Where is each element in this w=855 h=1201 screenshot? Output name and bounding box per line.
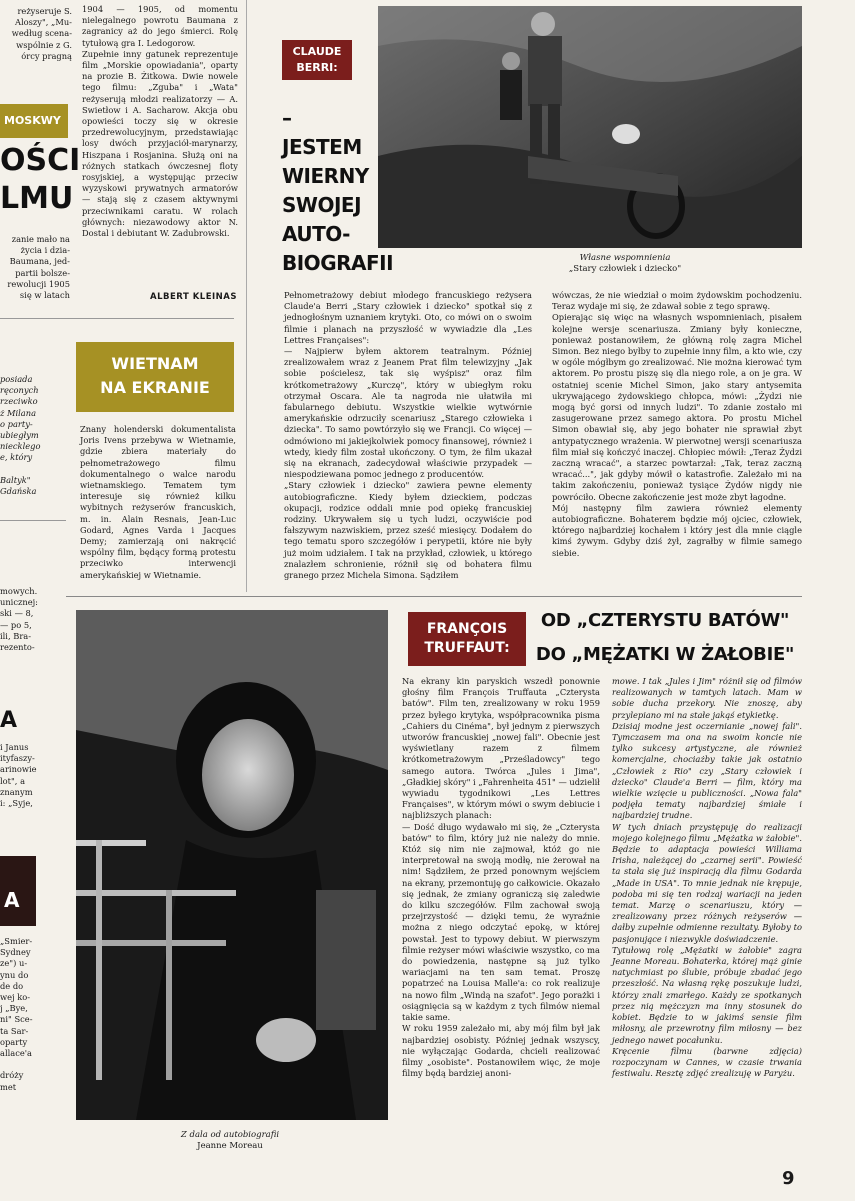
- moscow-article-signature: ALBERT KLEINAS: [150, 292, 237, 302]
- berri-caption-line1: Własne wspomnienia: [579, 253, 671, 263]
- left-strip-janus-text: i Janus ityfaszy- arinowie lot", a znanym i: „Syje,: [0, 742, 37, 809]
- berri-photo-caption: [520, 253, 730, 275]
- truffaut-column-2: mowe. I tak „Jules i Jim" różnił się od filmów realizowanych w tamtych latach. Mam w sobie ducha przekory. Nie znoszę, aby przylepiano mi na stałe jakąś etykietkę. Dzisiaj modne jest oczernianie „nowej fali". Tymczasem ma ona na swoim koncie nie tylko sukcesy artystyczne, ale również komercjalne, chociażby takie jak ostatnio „Człowiek z Rio" czy „Stary człowiek i dziecko" Claude'a Berri — film, który ma wielkie wzięcie u publiczności. „Nowa fala" podjęła tematy najbardziej śmiałe i najbardziej trudne. W tych dniach przystępuję do realizacji mojego kolejnego filmu „Mężatka w żałobie". Będzie to adaptacja powieści Williama Irisha, należącej do „czarnej serii". Powieść ta stała się już inspiracją dla filmu Godarda „Made in USA". To mnie jednak nie krępuje, podoba mi się ten rodzaj wariacji na jeden temat. Marzę o scenariuszu, który — zrealizowany przez różnych reżyserów — dałby zupełnie odmienne rezultaty. Byłoby to pasjonujące i niezwykle doświadczenie. Tytułową rolę „Mężatki w żałobie" zagra Jeanne Moreau. Bohaterka, której mąż ginie natychmiast po ślubie, próbuje zbadać jego przeszłość. Na własną rękę poszukuje ludzi, którzy znali zmarłego. Każdy ze spotkanych przez nią mężczyzn ma inny stosunek do kobiet. Będzie to w jakimś sensie film miłosny, ale przewrotny film miłosny — bez jednego nawet pocałunku. Kręcenie filmu (barwne zdjęcia) rozpoczynam w Cannes, w czasie trwania festiwalu. Resztę zdjęć zrealizuję w Paryżu.: [612, 676, 802, 1079]
- moreau-photo-caption: [140, 1130, 320, 1152]
- vertical-divider: [246, 0, 247, 592]
- left-strip-polish-text: posiada ręconych rzeciwko ż Milana o party- ubiegłym niecklego e, który Baltyk" Gdańska: [0, 374, 41, 497]
- moreau-photo: [76, 610, 388, 1120]
- section-divider: [66, 596, 802, 597]
- berri-column-2: wówczas, że nie wiedział o moim żydowskim pochodzeniu. Teraz wydaje mi się, że zdawał sobie z tego sprawę. Opierając się więc na własnych wspomnieniach, pisałem kolejne wersje scenariusza. Zmiany były konieczne, ponieważ postanowiłem, że główną rolę zagra Michel Simon. Bez niego byłby to zupełnie inny film, a kto wie, czy w ogóle mógłbym go zrealizować. Nie można kierować tym aktorem. Po prostu piszę się dla niego role, a on je gra. W ostatniej scenie Michel Simon, jako stary antysemita ukrywającego żydowskiego chłopca, mówi: „Żydzi nie mogą być gorsi od innych ludzi". To zdanie zostało mi zasugerowane przez samego aktora. Po prostu Michel Simon obawiał się, aby jego bohater nie sprawiał zbyt antypatycznego wrażenia. W pierwotnej wersji scenariusza film miał się kończyć inaczej. Chłopiec mówił: „Teraz Żydzi zaczną wracać", a starzec powtarzał: „Tak, teraz zaczną wracać...", jak gdyby mówił o katastrofie. Zależało mi na takim zakończeniu, ponieważ tysiące Żydów nigdy nie powróciło. Obecne zakończenie jest może zbyt łagodne. Mój następny film zawiera również elementy autobiograficzne. Bohaterem będzie mój ojciec, człowiek, którego najbardziej kochałem i który jest dla mnie ciągle kimś żywym. Gdyby dziś żył, zagrałby w filmie samego siebie.: [552, 290, 802, 558]
- left-letter-a2: A: [4, 888, 20, 912]
- berri-film-photo: [378, 6, 802, 248]
- left-divider-2: [0, 520, 66, 521]
- page-number: 9: [782, 1168, 795, 1189]
- left-strip-bottom-text: „Smier- Sydney ze") u- ynu do de do wej ko- j „Bye, ni" Sce- ta Sar- oparty allace'a dróży met: [0, 936, 33, 1092]
- truffaut-column-1: Na ekrany kin paryskich wszedł ponownie głośny film François Truffauta „Czterysta batów". Film ten, zrealizowany w roku 1959 przez byłego krytyka, współpracownika pisma „Cahiers du Cinéma", był jednym z pierwszych utworów francuskiej „nowej fali". Obecnie jest wyświetlany razem z filmem krótkometrażowym „Prześladowcy" tego samego autora. Twórca „Jules i Jima", „Gładkiej skóry" i „Fahrenheita 451" — udzielił wywiadu tygodnikowi „Les Lettres Françaises", w którym mówi o swym debiucie i najbliższych planach: — Dość długo wydawało mi się, że „Czterysta batów" to film, który już nie należy do mnie. Któż się nim nie zajmował, któż go nie interpretował na swoją modłę, nie żerował na nim! Sądziłem, że przed ponownym wejściem na ekrany, przemontuję go całkowicie. Okazało się jednak, że zmiany ograniczą się zaledwie do kilku szczegółów. Film zachował swoją przejrzystość — dzięki temu, że wyraźnie można z niego odczytać epokę, w której powstał. Jest to typowy debiut. W pierwszym filmie reżyser mówi właściwie wszystko, co ma do powiedzenia, następne są już tylko wariacjami na ten sam temat. Proszę popatrzeć na Louisa Malle'a: co rok realizuje na nowo film „Windą na szafot". Jego porażki i osiągnięcia są w każdym z tych filmów niemal takie same. W roku 1959 zależało mi, aby mój film był jak najbardziej osobisty. Później jednak wszyscy, nie wyłączając Godarda, chcieli realizować filmy „osobiste". Postanowiłem więc, że moje filmy będą bardziej anoni-: [402, 676, 600, 1079]
- vietnam-title-box: [76, 342, 234, 412]
- left-divider: [0, 318, 234, 319]
- moreau-caption-line2: Jeanne Moreau: [197, 1141, 263, 1151]
- moreau-photo-image: [76, 610, 388, 1120]
- vietnam-article-body: Znany holenderski dokumentalista Joris Ivens przebywa w Wietnamie, gdzie zbiera materiały do pełnometrażowego filmu dokumentalnego o walce narodu wietnamskiego. Tematem tym interesuje się również kilku wybitnych reżyserów francuskich, m. in. Alain Resnais, Jean-Luc Godard, Agnes Varda i Jacques Demy; zamierzają oni nakręcić wspólny film, będący formą protestu przeciwko interwencji amerykańskiej w Wietnamie.: [80, 424, 236, 580]
- left-strip-top-text: reżyseruje S. Aloszy", „Mu- według scena- wspólnie z G. órcy pragną: [11, 6, 72, 61]
- truffaut-headline-1: OD „CZTERYSTU BATÓW": [540, 610, 790, 631]
- left-big-headline-2: LMU: [0, 181, 74, 216]
- left-letter-a: A: [0, 708, 18, 733]
- berri-name-label: CLAUDE BERRI:: [282, 40, 352, 80]
- berri-column-1: Pełnometrażowy debiut młodego francuskiego reżysera Claude'a Berri „Stary człowiek i dziecko" spotkał się z jednogłośnym uznaniem krytyki. Oto, co mówi on o swoim filmie i planach na przyszłość w wywiadzie dla „Les Lettres Françaises": — Najpierw byłem aktorem teatralnym. Później zrealizowałem wraz z Jeanem Prat film telewizyjny „Jak sobie pościelesz, tak się wyśpisz" oraz film krótkometrażowy „Kurczę", który w ubiegłym roku otrzymał Oscara. Ale ta nagroda nie ułatwiła mi fabularnego debiutu. Wszystkie wielkie wytwórnie amerykańskie odrzuciły scenariusz „Starego człowieka i dziecka". To samo powtórzyło się we Francji. Co więcej — odmówiono mi jakiejkolwiek pomocy finansowej, również i wtedy, kiedy film został ukończony. O tym, że film ukazał się na ekranach, zadecydował właściwie przypadek — niespodziewana pomoc jednego z producentów. „Stary człowiek i dziecko" zawiera pewne elementy autobiograficzne. Kiedy byłem dzieckiem, podczas okupacji, rodzice oddali mnie pod opiekę francuskiej rodziny. Ukrywałem się u tych ludzi, oczywiście pod fałszywym nazwiskiem, przez sześć miesięcy. Dodałem do tego tematu sporo szczegółów i perypetii, które nie były już moim udziałem. I tak na przykład, człowiek, u którego znalazłem schronienie, różnił się od bohatera filmu granego przez Michela Simona. Sądziłem: [284, 290, 532, 581]
- truffaut-name-label: FRANÇOIS TRUFFAUT:: [408, 612, 526, 666]
- moskwy-label: MOSKWY: [0, 104, 68, 138]
- moreau-caption-line1: Z dala od autobiografii: [180, 1130, 280, 1140]
- vietnam-title-line2: NA EKRANIE: [100, 378, 210, 397]
- vietnam-title-line1: WIETNAM: [111, 354, 199, 373]
- moscow-article-body: 1904 — 1905, od momentu nielegalnego powrotu Baumana z zagranicy aż do jego śmierci. Rolę tytułową gra I. Ledogorow. Zupełnie inny gatunek reprezentuje film „Morskie opowiadania", oparty na prozie B. Żitkowa. Dwie nowele tego filmu: „Zguba" i „Wata" reżyserują młodzi realizatorzy — A. Swietłow i A. Sacharow. Akcja obu opowieści toczy się w okresie przedrewolucyjnym, przedstawiając losy dwóch przyjaciół-marynarzy, Hiszpana i Rosjanina. Służą oni na różnych statkach ówczesnej floty rosyjskiej, a występując przeciw wyzyskowi prywatnych armatorów — stają się z czasem aktywnymi przeciwnikami caratu. W rolach głównych: niezawodowy aktor N. Dostal i debiutant W. Zadubrowski.: [82, 4, 238, 239]
- berri-caption-line2: „Stary człowiek i dziecko": [568, 264, 682, 274]
- left-strip-mid-text: zanie mało na życia i dzia- Baumana, jed- partii bolsze- rewolucji 1905 się w latach: [7, 234, 70, 301]
- left-strip-lower-text: mowych. unicznej: ski — 8, — po 5, ili, Bra- rezento-: [0, 586, 38, 653]
- berri-photo-image: [378, 6, 802, 248]
- truffaut-headline-2: DO „MĘŻATKI W ŻAŁOBIE": [535, 644, 795, 665]
- left-big-headline-1: OŚCI: [0, 143, 81, 178]
- berri-headline: – JESTEM WIERNY SWOJEJ AUTO- BIOGRAFII: [282, 106, 394, 275]
